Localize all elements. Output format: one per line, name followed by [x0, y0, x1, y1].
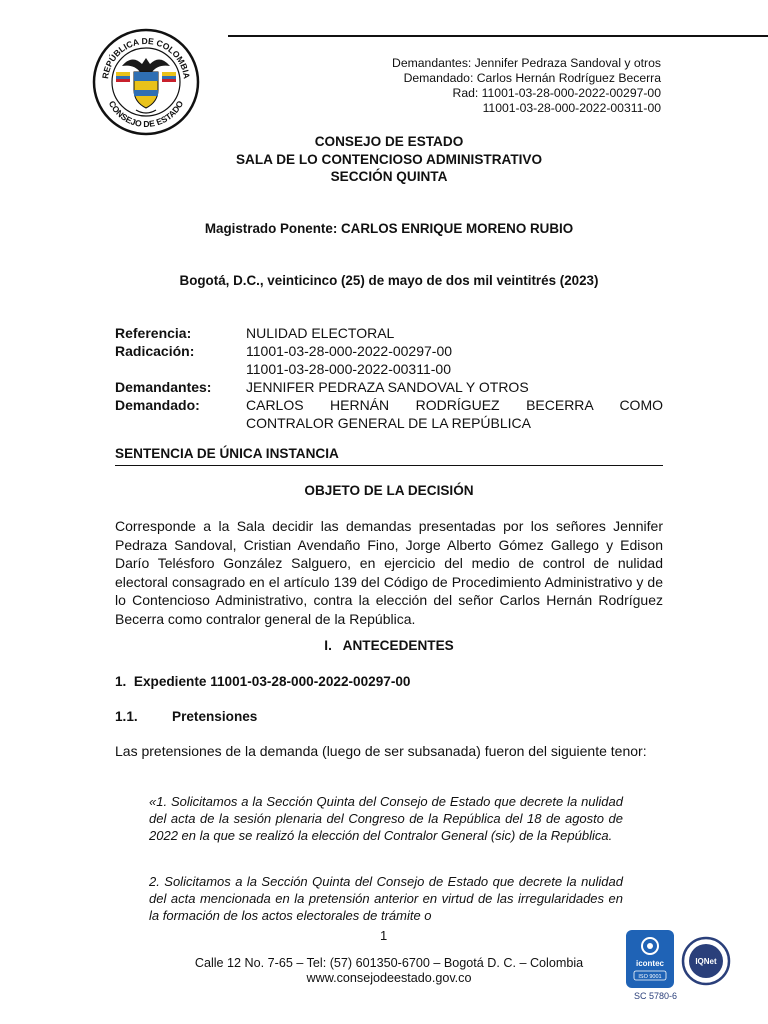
- pretensiones-title: Pretensiones: [172, 709, 258, 724]
- iqnet-certification-icon: [681, 936, 731, 986]
- radicacion-value-2: 11001-03-28-000-2022-00311-00: [246, 361, 451, 377]
- demandado-value-2: CONTRALOR GENERAL DE LA REPÚBLICA: [246, 415, 532, 431]
- court-section: SECCIÓN QUINTA: [330, 169, 448, 184]
- court-name: CONSEJO DE ESTADO: [314, 134, 464, 149]
- referencia-value: NULIDAD ELECTORAL: [246, 325, 395, 341]
- sentencia-title: SENTENCIA DE ÚNICA INSTANCIA: [115, 446, 339, 461]
- seal-text-bottom: CONSEJO DE ESTADO: [106, 98, 186, 130]
- caption-demandado: Demandado: Carlos Hernán Rodríguez Becerra: [403, 71, 661, 85]
- certificate-code: SC 5780-6: [634, 991, 678, 1001]
- demandado-label: Demandado:: [115, 397, 200, 413]
- page-footer: [115, 956, 663, 986]
- quote-pretension-1: «1. Solicitamos a la Sección Quinta del Consejo de Estado que decrete la nulidad del acta de la sesión plenaria del Congreso de la República del 18 de agosto de 2022 en la que se realizó la elección del Contralor General (sic) de la República.: [149, 794, 623, 843]
- demandantes-label: Demandantes:: [115, 379, 212, 395]
- icontec-label: icontec: [635, 959, 665, 968]
- seal-text-top: REPÚBLICA DE COLOMBIA: [100, 35, 192, 80]
- pretensiones-number: 1.1.: [115, 709, 138, 724]
- header-rule: [228, 35, 768, 37]
- caption-demandantes: Demandantes: Jennifer Pedraza Sandoval y otros: [392, 56, 661, 70]
- objeto-title: OBJETO DE LA DECISIÓN: [304, 483, 474, 498]
- court-header: [115, 133, 663, 186]
- pretensiones-heading: [115, 709, 257, 724]
- magistrado-ponente: Magistrado Ponente: CARLOS ENRIQUE MORENO RUBIO: [204, 221, 574, 236]
- footer-address: Calle 12 No. 7-65 – Tel: (57) 601350-6700 – Bogotá D. C. – Colombia: [194, 956, 584, 970]
- expediente-heading: 1. Expediente 11001-03-28-000-2022-00297-00: [115, 674, 411, 689]
- caption-radicado-2: 11001-03-28-000-2022-00311-00: [482, 101, 661, 115]
- iqnet-label: IQNet: [695, 957, 717, 966]
- caption-radicado-1: Rad: 11001-03-28-000-2022-00297-00: [452, 86, 661, 100]
- iso-label: ISO 9001: [638, 974, 662, 980]
- document-date: Bogotá, D.C., veinticinco (25) de mayo de dos mil veintitrés (2023): [179, 273, 599, 288]
- page-number: 1: [380, 928, 388, 943]
- consejo-de-estado-seal-icon: [92, 28, 200, 136]
- footer-website: www.consejodeestado.gov.co: [306, 971, 472, 985]
- case-caption: [392, 56, 661, 116]
- radicacion-label: Radicación:: [115, 343, 195, 359]
- radicacion-value-1: 11001-03-28-000-2022-00297-00: [246, 343, 453, 359]
- pretensiones-intro: Las pretensiones de la demanda (luego de ser subsanada) fueron del siguiente tenor:: [115, 743, 647, 759]
- demandantes-value: JENNIFER PEDRAZA SANDOVAL Y OTROS: [246, 379, 529, 395]
- referencia-label: Referencia:: [115, 325, 192, 341]
- icontec-certification-icon: [626, 930, 674, 988]
- objeto-paragraph: Corresponde a la Sala decidir las demandas presentadas por los señores Jennifer Pedraza Sandoval, Cristian Avendaño Fino, Jorge Alberto Gómez Gallego y Edison Darío Telésforo González Salguero, en ejercicio del medio de control de nulidad electoral consagrado en el artículo 139 del Código de Procedimiento Administrativo y de lo Contencioso Administrativo, contra la elección del señor Carlos Hernán Rodríguez Becerra como contralor general de la República.: [115, 518, 663, 627]
- demandado-value-1: CARLOS HERNÁN RODRÍGUEZ BECERRA COMO: [246, 397, 663, 413]
- court-chamber: SALA DE LO CONTENCIOSO ADMINISTRATIVO: [235, 151, 543, 167]
- antecedentes-heading: I. ANTECEDENTES: [324, 638, 454, 653]
- section-divider: [115, 465, 663, 466]
- quote-pretension-2: 2. Solicitamos a la Sección Quinta del Consejo de Estado que decrete la nulidad del acta mencionada en la pretensión anterior en virtud de las irregularidades en la formación de los actos electorales de trámite o: [149, 874, 623, 923]
- reference-block: [115, 324, 663, 432]
